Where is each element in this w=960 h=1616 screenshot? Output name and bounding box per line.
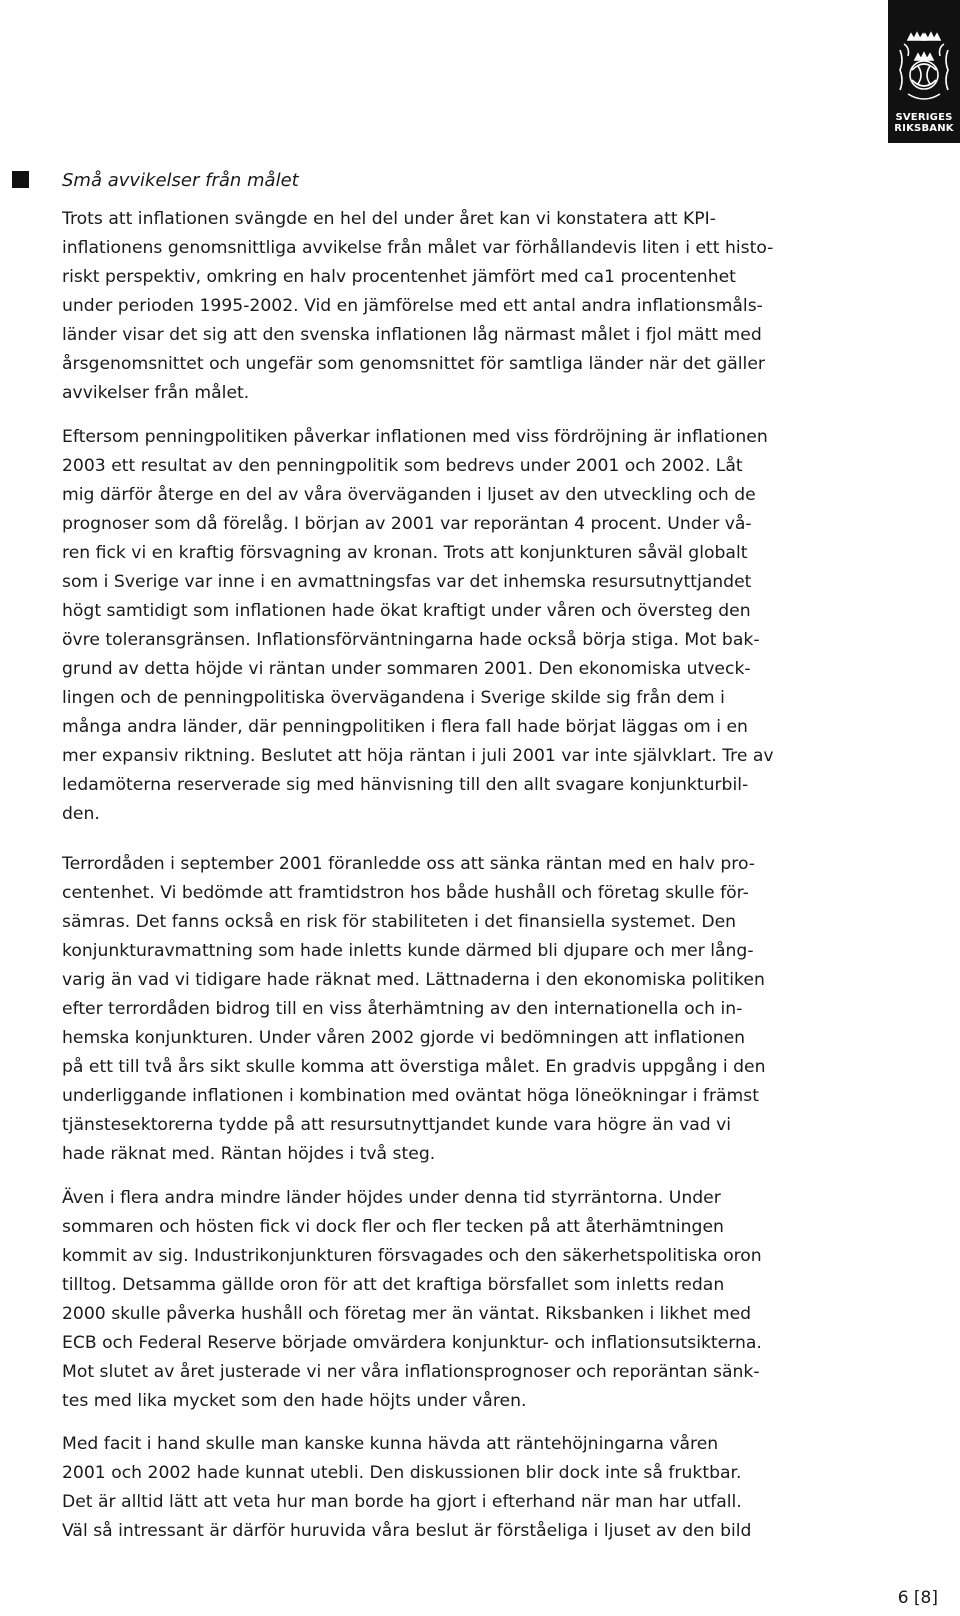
paragraph-5	[62, 1430, 834, 1546]
text-line: Terrordåden i september 2001 föranledde oss att sänka räntan med en halv pro-	[62, 854, 755, 874]
text-line: ledamöterna reserverade sig med hänvisning till den allt svagare konjunkturbil-	[62, 775, 749, 795]
text-line: sämras. Det fanns också en risk för stabiliteten i det finansiella systemet. Den	[62, 912, 737, 932]
text-line: 2003 ett resultat av den penningpolitik som bedrevs under 2001 och 2002. Låt	[62, 456, 743, 476]
text-line: som i Sverige var inne i en avmattningsfas var det inhemska resursutnyttjandet	[62, 572, 752, 592]
text-line: Väl så intressant är därför huruvida våra beslut är förståeliga i ljuset av den bild	[62, 1521, 752, 1541]
text-line: övre toleransgränsen. Inflationsförväntningarna hade också börja stiga. Mot bak-	[62, 630, 760, 650]
riksbank-crest-icon	[894, 30, 954, 108]
text-line: Mot slutet av året justerade vi ner våra inflationsprognoser och reporäntan sänk-	[62, 1362, 760, 1382]
text-line: Trots att inflationen svängde en hel del under året kan vi konstatera att KPI-	[62, 209, 716, 229]
text-line: tilltog. Detsamma gällde oron för att det kraftiga börsfallet som inletts redan	[62, 1275, 725, 1295]
text-line: ECB och Federal Reserve började omvärdera konjunktur- och inflationsutsikterna.	[62, 1333, 762, 1353]
text-line: under perioden 1995-2002. Vid en jämförelse med ett antal andra inflationsmåls-	[62, 296, 763, 316]
text-line: grund av detta höjde vi räntan under sommaren 2001. Den ekonomiska utveck-	[62, 659, 751, 679]
text-line: Eftersom penningpolitiken påverkar inflationen med viss fördröjning är inflationen	[62, 427, 768, 447]
paragraph-3	[62, 850, 834, 1169]
text-line: sommaren och hösten fick vi dock fler och fler tecken på att återhämtningen	[62, 1217, 724, 1237]
text-line: 2000 skulle påverka hushåll och företag mer än väntat. Riksbanken i likhet med	[62, 1304, 752, 1324]
text-line: hemska konjunkturen. Under våren 2002 gjorde vi bedömningen att inflationen	[62, 1028, 746, 1048]
logo-text-riksbank: RIKSBANK	[894, 123, 954, 134]
paragraph-2	[62, 423, 834, 829]
text-line: mer expansiv riktning. Beslutet att höja räntan i juli 2001 var inte självklart. Tre av	[62, 746, 774, 766]
text-line: årsgenomsnittet och ungefär som genomsnittet för samtliga länder när det gäller	[62, 354, 765, 374]
text-line: avvikelser från målet.	[62, 383, 250, 403]
text-line: på ett till två års sikt skulle komma att överstiga målet. En gradvis uppgång i den	[62, 1057, 766, 1077]
text-line: Även i flera andra mindre länder höjdes under denna tid styrräntorna. Under	[62, 1188, 721, 1208]
text-line: tes med lika mycket som den hade höjts under våren.	[62, 1391, 527, 1411]
section-heading: Små avvikelser från målet	[62, 170, 299, 191]
text-line: länder visar det sig att den svenska inflationen låg närmast målet i fjol mätt med	[62, 325, 762, 345]
text-line: centenhet. Vi bedömde att framtidstron hos både hushåll och företag skulle för-	[62, 883, 749, 903]
text-line: ren fick vi en kraftig försvagning av kronan. Trots att konjunkturen såväl globalt	[62, 543, 748, 563]
riksbank-logo	[888, 0, 960, 143]
text-line: efter terrordåden bidrog till en viss återhämtning av den internationella och in-	[62, 999, 743, 1019]
text-line: prognoser som då förelåg. I början av 2001 var reporäntan 4 procent. Under vå-	[62, 514, 752, 534]
text-line: underliggande inflationen i kombination med oväntat höga löneökningar i främst	[62, 1086, 759, 1106]
text-line: riskt perspektiv, omkring en halv procentenhet jämfört med ca1 procentenhet	[62, 267, 736, 287]
text-line: många andra länder, där penningpolitiken i flera fall hade börjat läggas om i en	[62, 717, 748, 737]
text-line: hade räknat med. Räntan höjdes i två steg.	[62, 1144, 436, 1164]
paragraph-4	[62, 1184, 834, 1416]
text-line: tjänstesektorerna tydde på att resursutnyttjandet kunde vara högre än vad vi	[62, 1115, 732, 1135]
text-line: den.	[62, 804, 100, 824]
text-line: kommit av sig. Industrikonjunkturen försvagades och den säkerhetspolitiska oron	[62, 1246, 762, 1266]
section-marker	[12, 171, 29, 188]
page-number: 6 [8]	[897, 1588, 938, 1608]
text-line: 2001 och 2002 hade kunnat utebli. Den diskussionen blir dock inte så fruktbar.	[62, 1463, 742, 1483]
logo-text-sveriges: SVERIGES	[895, 112, 953, 123]
text-line: högt samtidigt som inflationen hade ökat kraftigt under våren och översteg den	[62, 601, 751, 621]
text-line: Med facit i hand skulle man kanske kunna hävda att räntehöjningarna våren	[62, 1434, 719, 1454]
text-line: Det är alltid lätt att veta hur man borde ha gjort i efterhand när man har utfall.	[62, 1492, 742, 1512]
text-line: lingen och de penningpolitiska övervägandena i Sverige skilde sig från dem i	[62, 688, 725, 708]
text-line: varig än vad vi tidigare hade räknat med. Lättnaderna i den ekonomiska politiken	[62, 970, 765, 990]
text-line: mig därför återge en del av våra överväganden i ljuset av den utveckling och de	[62, 485, 756, 505]
paragraph-1	[62, 205, 834, 408]
text-line: inflationens genomsnittliga avvikelse från målet var förhållandevis liten i ett histo-	[62, 238, 774, 258]
text-line: konjunkturavmattning som hade inletts kunde därmed bli djupare och mer lång-	[62, 941, 754, 961]
